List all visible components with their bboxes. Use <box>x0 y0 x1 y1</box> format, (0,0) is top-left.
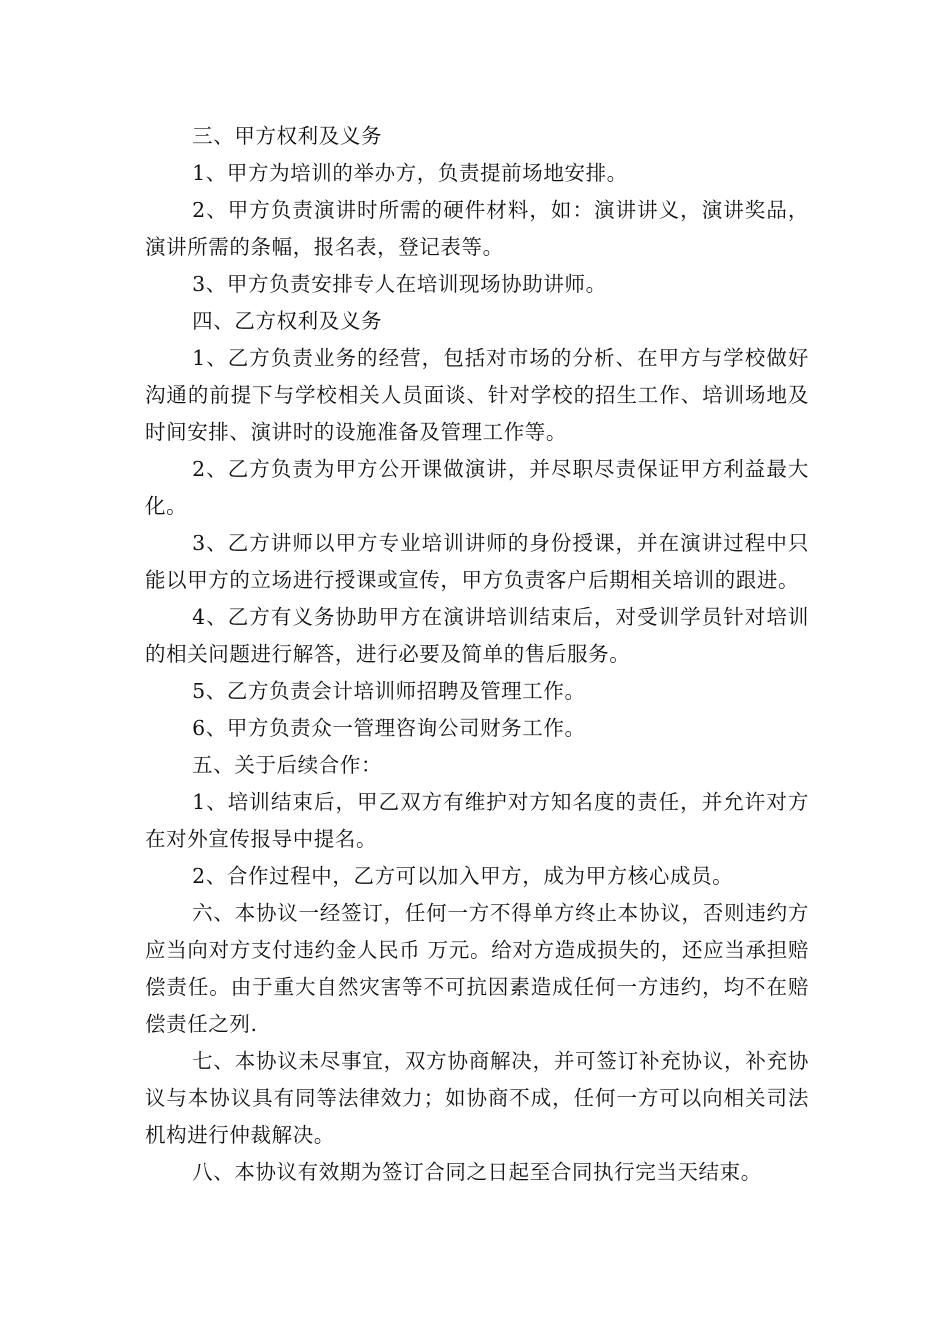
paragraph: 4、乙方有义务协助甲方在演讲培训结束后，对受训学员针对培训的相关问题进行解答，进行必要及简单的售后服务。 <box>145 605 809 666</box>
paragraph: 2、乙方负责为甲方公开课做演讲，并尽职尽责保证甲方利益最大化。 <box>145 457 809 518</box>
paragraph: 2、合作过程中，乙方可以加入甲方，成为甲方核心成员。 <box>192 864 734 888</box>
paragraph: 3、乙方讲师以甲方专业培训讲师的身份授课，并在演讲过程中只能以甲方的立场进行授课或宣传，甲方负责客户后期相关培训的跟进。 <box>145 531 809 592</box>
section-heading-party-b-rights: 四、乙方权利及义务 <box>192 309 383 333</box>
paragraph: 1、培训结束后，甲乙双方有维护对方知名度的责任，并允许对方在对外宣传报导中提名。 <box>145 790 809 851</box>
clause-supplementary: 七、本协议未尽事宜，双方协商解决，并可签订补充协议，补充协议与本协议具有同等法律效力；如协商不成，任何一方可以向相关司法机构进行仲裁解决。 <box>145 1049 809 1147</box>
clause-termination: 六、本协议一经签订，任何一方不得单方终止本协议，否则违约方应当向对方支付违约金人民币 万元。给对方造成损失的，还应当承担赔偿责任。由于重大自然灾害等不可抗因素造成任何一方违约，均不在赔偿责任之列. <box>145 901 809 1036</box>
paragraph: 3、甲方负责安排专人在培训现场协助讲师。 <box>192 272 607 296</box>
section-heading-party-a-rights: 三、甲方权利及义务 <box>192 124 383 148</box>
paragraph: 1、乙方负责业务的经营，包括对市场的分析、在甲方与学校做好沟通的前提下与学校相关人员面谈、针对学校的招生工作、培训场地及时间安排、演讲时的设施准备及管理工作等。 <box>145 346 809 444</box>
section-heading-follow-up-cooperation: 五、关于后续合作： <box>192 753 383 777</box>
paragraph: 5、乙方负责会计培训师招聘及管理工作。 <box>192 679 586 703</box>
paragraph: 1、甲方为培训的举办方，负责提前场地安排。 <box>192 161 628 185</box>
document-body <box>145 118 809 1191</box>
paragraph: 2、甲方负责演讲时所需的硬件材料，如：演讲讲义，演讲奖品，演讲所需的条幅，报名表，登记表等。 <box>145 198 809 259</box>
clause-validity-period: 八、本协议有效期为签订合同之日起至合同执行完当天结束。 <box>192 1160 762 1184</box>
paragraph: 6、甲方负责众一管理咨询公司财务工作。 <box>192 716 586 740</box>
